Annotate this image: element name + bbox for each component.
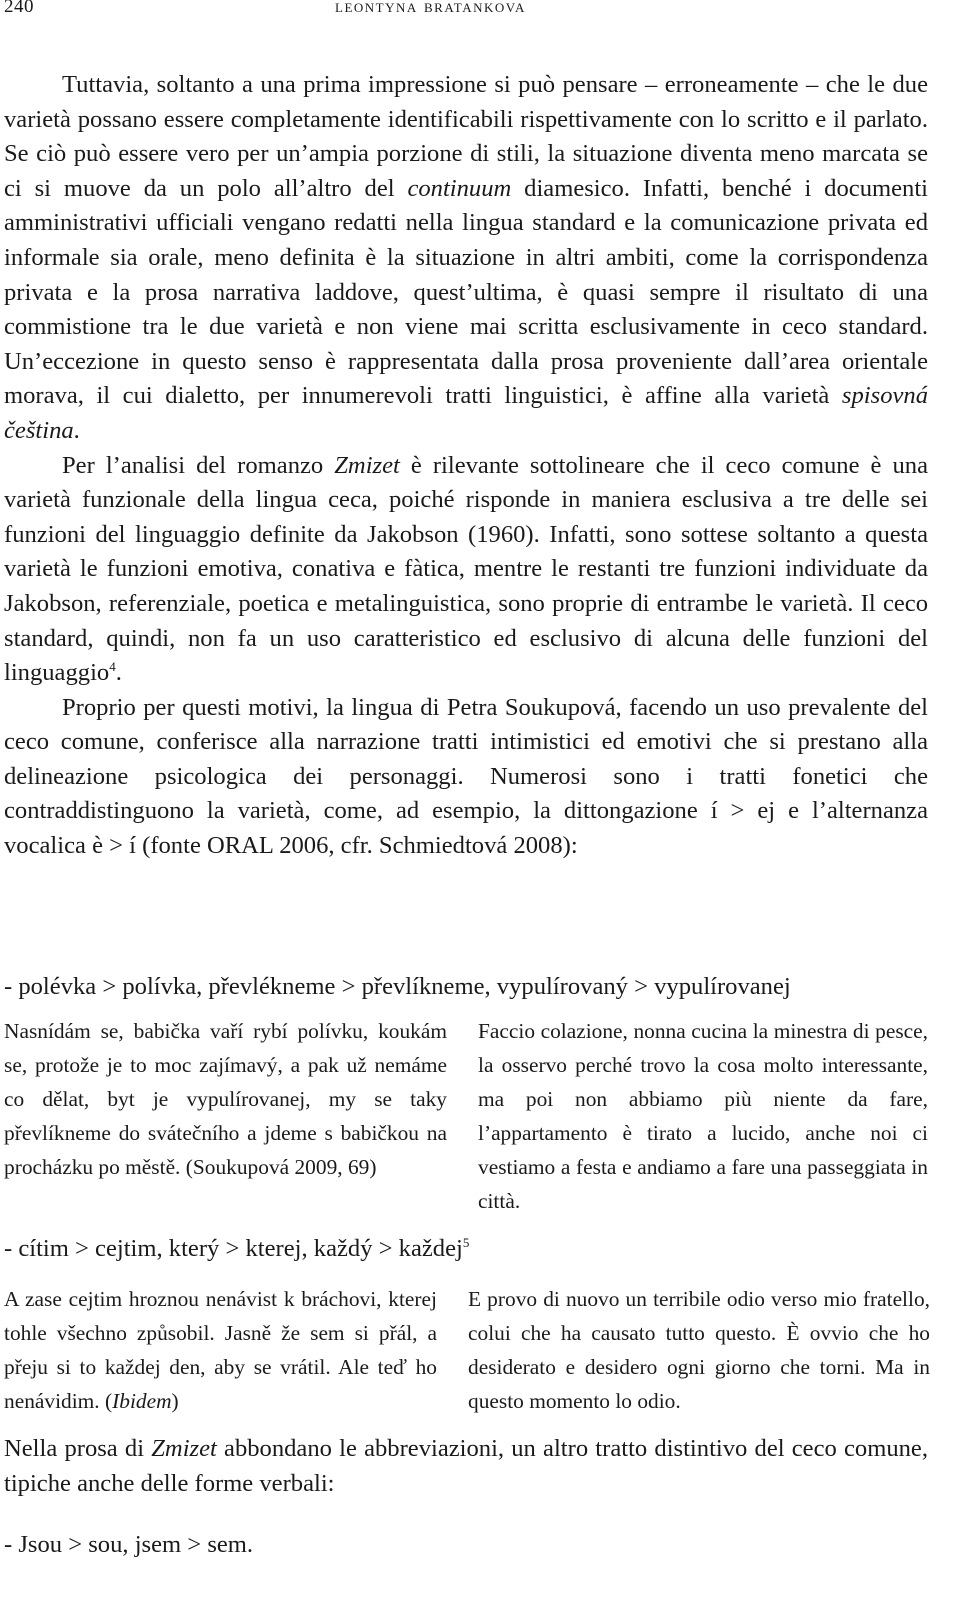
running-header	[0, 0, 960, 22]
paragraph-2	[4, 449, 928, 691]
term-continuum: continuum	[407, 174, 512, 202]
example-3: - Jsou > sou, jsem > sem.	[4, 1531, 254, 1558]
paragraph-4-text-a: Nella prosa di	[4, 1435, 152, 1462]
paragraph-2-text-c: .	[115, 659, 122, 687]
example-1-italian: Faccio colazione, nonna cucina la minestra di pesce, la osservo perché trovo la cosa molto interessante, ma poi non abbiamo più niente da fare, l’appartamento è tirato a lucido, anche noi ci vestiamo a festa e andiamo a fare una passeggiata in città.	[478, 1019, 928, 1213]
example-2-heading-text: - cítim > cejtim, který > kterej, každý > každej	[4, 1235, 463, 1262]
paragraph-1-text-b: diamesico. Infatti, benché i documenti amministrativi ufficiali vengano redatti nella lingua standard e la comunicazione privata ed informale sia orale, meno definita è la situazione in altri ambiti, come la corrispondenza privata e la prosa narrativa laddove, quest’ultima, è quasi sempre il risultato di una commistione tra le due varietà e non viene mai scritta esclusivamente in ceco standard. Un’eccezione in questo senso è rappresentata dalla prosa proveniente dall’area orientale morava, il cui dialetto, per innumerevoli tratti linguistici, è affine alla varietà	[4, 174, 928, 410]
title-zmizet: Zmizet	[334, 451, 400, 479]
running-title: leontyna bratankova	[335, 0, 526, 17]
example-2-czech	[4, 1282, 437, 1418]
citation-ibidem: Ibidem	[112, 1389, 172, 1413]
example-2-czech-text-a: A zase cejtim hroznou nenávist k bráchovi, kterej tohle všechno způsobil. Jasně že sem si přál, a přeju si to každej den, aby se vrátil. Ale teď ho nenávidim. (	[4, 1287, 437, 1413]
paragraph-4	[4, 1432, 928, 1501]
paragraph-1-text-a: Tuttavia, soltanto a una prima impressione si può pensare – erroneamente – che le due varietà possano essere completamente identificabili rispettivamente con lo scritto e il parlato. Se ciò può essere vero per un’ampia porzione di stili, la situazione diventa meno marcata se ci si muove da un polo all’altro del	[4, 71, 928, 202]
title-zmizet-2: Zmizet	[151, 1435, 217, 1462]
paragraph-2-text-b: è rilevante sottolineare che il ceco comune è una varietà funzionale della lingua ceca, poiché risponde in maniera esclusiva a tre delle sei funzioni del linguaggio definite da Jakobson (1960). Infatti, sono sottese soltanto a questa varietà le funzioni emotiva, conativa e fàtica, mentre le restanti tre funzioni individuate da Jakobson, referenziale, poetica e metalinguistica, sono proprie di entrambe le varietà. Il ceco standard, quindi, non fa un uso caratteristico ed esclusivo di alcuna delle funzioni del linguaggio	[4, 451, 928, 687]
example-2-italian: E provo di nuovo un terribile odio verso mio fratello, colui che ha causato tutto questo. È ovvio che ho desiderato e desidero ogni giorno che torni. Ma in questo momento lo odio.	[468, 1287, 930, 1413]
paragraph-4-text-b: abbondano le abbreviazioni, un altro tratto distintivo del ceco comune, tipiche anche delle forme verbali:	[4, 1435, 928, 1497]
example-1-czech: Nasnídám se, babička vaří rybí polívku, koukám se, protože je to moc zajímavý, a pak už nemáme co dělat, byt je vypulírovanej, my se taky převlíkneme do svátečního a jdeme s babičkou na procházku po městě. (Soukupová 2009, 69)	[4, 1019, 447, 1179]
page-number: 240	[4, 0, 34, 17]
paragraph-3: Proprio per questi motivi, la lingua di Petra Soukupová, facendo un uso prevalente del ceco comune, conferisce alla narrazione tratti intimistici ed emotivi che si prestano alla delineazione psicologica dei personaggi. Numerosi sono i tratti fonetici che contraddistinguono la varietà, come, ad esempio, la dittongazione í > ej e l’alternanza vocalica è > í (fonte ORAL 2006, cfr. Schmiedtová 2008):	[4, 693, 928, 860]
footnote-ref-4: 4	[109, 658, 116, 674]
example-1-heading: - polévka > polívka, převlékneme > převlíkneme, vypulírovaný > vypulírovanej	[4, 973, 791, 1000]
footnote-ref-5: 5	[462, 1234, 470, 1250]
term-spisovna-cestina: spisovná čeština	[4, 382, 928, 444]
closing-text	[4, 1432, 928, 1501]
paragraph-2-text-a: Per l’analisi del romanzo	[62, 451, 335, 479]
paragraph-1	[4, 68, 928, 449]
main-text	[4, 68, 928, 864]
paragraph-1-text-c: .	[73, 416, 80, 444]
example-2-heading	[4, 1232, 934, 1266]
example-2-czech-text-b: )	[171, 1389, 179, 1413]
